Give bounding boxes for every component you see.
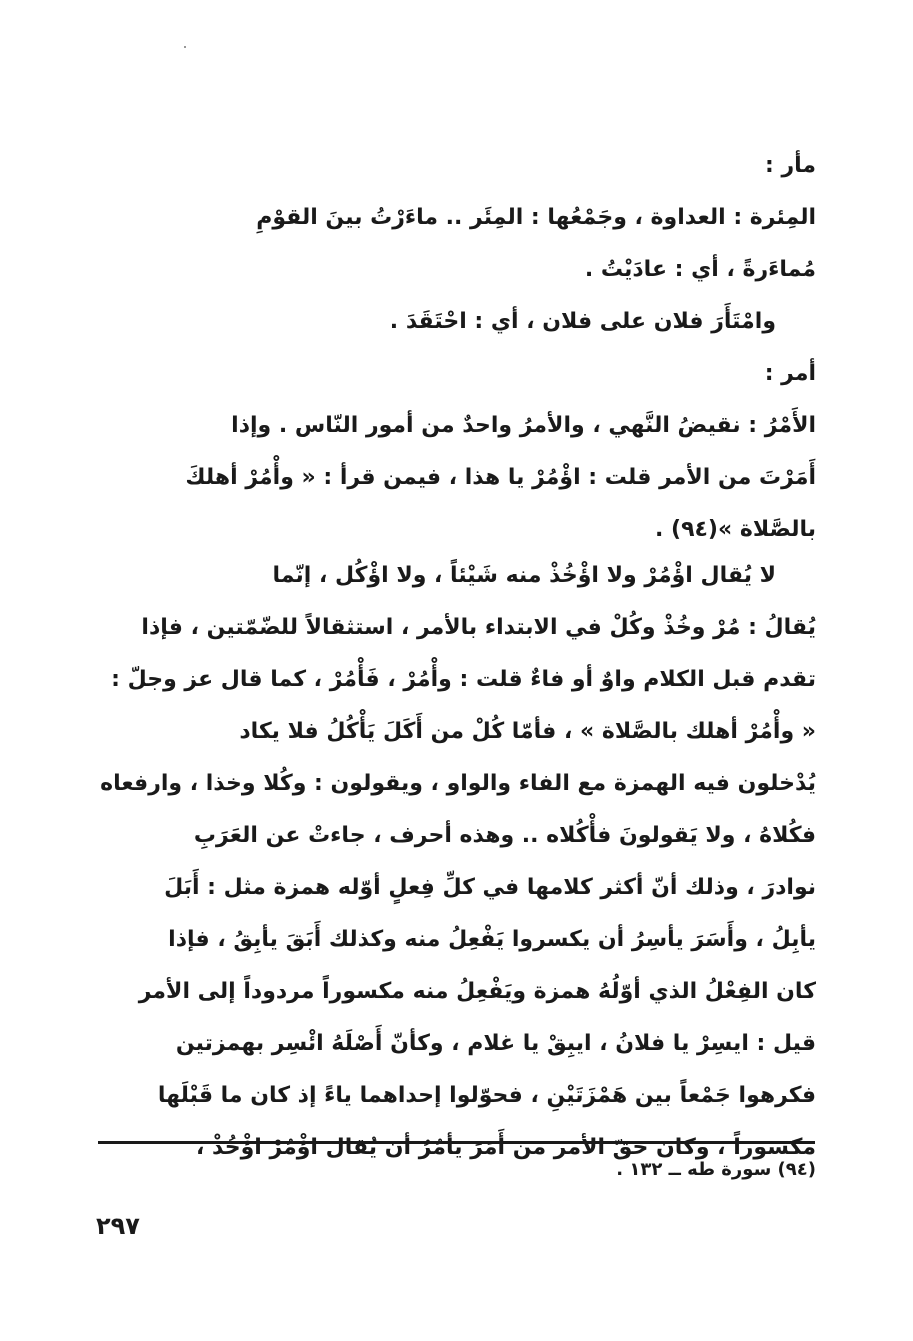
paragraph-line: قيل : ايسِرْ يا فلانُ ، ايبِقْ يا غلام ، وكأنّ أَصْلَهُ ائْسِر بهمزتين	[175, 1031, 816, 1056]
paragraph-line: « وأْمُرْ أهلك بالصَّلاة » ، فأمّا كُلْ من أَكَلَ يَأْكُلُ فلا يكاد	[239, 719, 816, 744]
paragraph-line: يُدْخلون فيه الهمزة مع الفاء والواو ، ويقولون : وكُلا وخذا ، وارفعاه	[100, 771, 816, 796]
entry-amr	[96, 348, 816, 556]
entry-heading: مأر :	[764, 153, 816, 178]
paragraph-line: فكرهوا جَمْعاً بين هَمْزَتَيْنِ ، فحوّلوا إحداهما ياءً إذ كان ما قَبْلَها	[157, 1083, 816, 1108]
entry-line: وامْتَأَرَ فلان على فلان ، أي : احْتَقَدَ .	[389, 309, 776, 334]
paragraph-line: لا يُقال اؤْمُرْ ولا اؤْخُذْ منه شَيْئاً ، ولا اؤْكُل ، إنّما	[272, 563, 776, 588]
entry-line: أَمَرْتَ من الأمر قلت : اؤْمُرْ يا هذا ، فيمن قرأ : « وأْمُرْ أهلكَ	[185, 465, 816, 490]
paragraph-line: فكُلاهُ ، ولا يَقولونَ فأْكُلاه .. وهذه أحرف ، جاءتْ عن العَرَبِ	[193, 823, 816, 848]
entry-ma-ar	[96, 140, 816, 348]
entry-line: بالصَّلاة »(٩٤) .	[654, 517, 816, 542]
paragraph-line: يُقالُ : مُرْ وخُذْ وكُلْ في الابتداء بالأمر ، استثقالاً للضّمّتين ، فإذا	[141, 615, 816, 640]
paragraph-line: نوادرَ ، وذلك أنّ أكثر كلامها في كلِّ فِعلٍ أوّله همزة مثل : أَبَلَ	[164, 875, 816, 900]
entry-line: المِئرة : العداوة ، وجَمْعُها : المِئَر .. ماءَرْتُ بينَ القوْمِ	[256, 205, 816, 230]
footnote-separator	[98, 1141, 815, 1144]
entry-line: الأَمْرُ : نقيضُ النَّهي ، والأمرُ واحدٌ من أمور النّاس . وإذا	[231, 413, 816, 438]
paragraph-line: تقدم قبل الكلام واوٌ أو فاءٌ قلت : وأْمُرْ ، فَأْمُرْ ، كما قال عز وجلّ :	[111, 667, 816, 692]
paragraph-line: يأبِلُ ، وأَسَرَ يأسِرُ أن يكسروا يَفْعِلُ منه وكذلك أَبَقَ يأبِقُ ، فإذا	[168, 927, 816, 952]
paragraph-line: كان الفِعْلُ الذي أوّلُهُ همزة ويَفْعِلُ منه مكسوراً مردوداً إلى الأمر	[138, 979, 816, 1004]
page-number: ٢٩٧	[96, 1212, 140, 1240]
entry-heading: أمر :	[764, 361, 816, 386]
footnote: (٩٤) سورة طه ــ ١٣٢ .	[616, 1159, 816, 1180]
body-paragraph	[96, 550, 816, 1174]
entry-line: مُماءَرةً ، أي : عادَيْتُ .	[584, 257, 816, 282]
scan-speck	[184, 46, 186, 48]
paragraph-line: مكسوراً ، وكان حقّ الأمر من أَمَرَ يأمُرُ أن يُقال اؤْمُرْ اؤْخُذْ ،	[195, 1135, 816, 1160]
